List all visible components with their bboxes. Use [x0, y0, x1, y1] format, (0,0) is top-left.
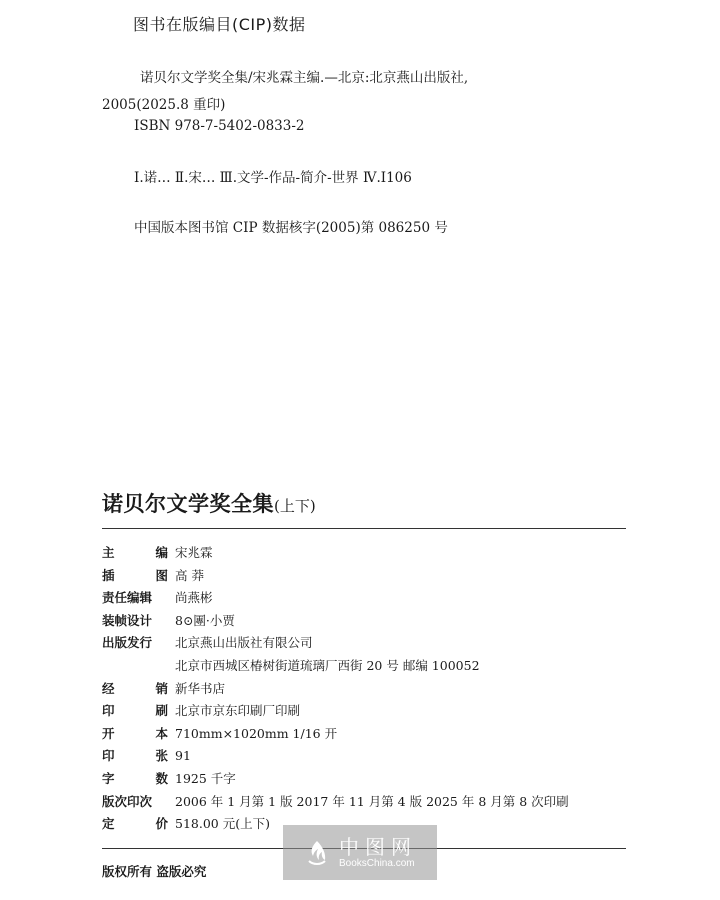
info-label: 印 刷: [102, 703, 168, 719]
info-row: [102, 790, 569, 812]
cip-record-number: 中国版本图书馆 CIP 数据核字(2005)第 086250 号: [134, 220, 448, 236]
info-label: 主 编: [102, 545, 168, 560]
info-row: [102, 767, 236, 789]
info-row: [102, 631, 313, 653]
info-label: 字 数: [102, 771, 168, 786]
cip-classification: Ⅰ.诺… Ⅱ.宋… Ⅲ.文学-作品-简介-世界 Ⅳ.I106: [134, 170, 412, 186]
info-row: [102, 609, 235, 631]
info-row: [102, 812, 270, 834]
info-label: 开 本: [102, 725, 168, 741]
info-row: [102, 564, 204, 586]
info-label: 插 图: [102, 567, 168, 583]
info-value: 宋兆霖: [175, 545, 213, 560]
info-row: [102, 654, 480, 676]
info-value: 高 莽: [175, 567, 204, 583]
info-row: [102, 586, 213, 608]
info-value: 新华书店: [175, 680, 226, 696]
info-label: 装帧设计: [102, 612, 153, 628]
info-value: 1925 千字: [175, 771, 236, 786]
info-label: 定 价: [102, 816, 168, 832]
info-label: 印 张: [102, 748, 168, 764]
flame-swirl-logo-icon: [303, 839, 331, 867]
info-value: 91: [175, 747, 191, 763]
info-value: 8⊙團·小贾: [175, 612, 235, 628]
cip-line-2: 2005(2025.8 重印): [102, 97, 226, 113]
book-title: [102, 488, 316, 518]
cip-isbn: ISBN 978-7-5402-0833-2: [134, 118, 305, 134]
info-label: 责任编辑: [102, 590, 153, 606]
watermark-text-cn: 中图网: [339, 834, 417, 859]
info-label: 经 销: [102, 680, 168, 696]
book-title-volume: (上下): [274, 497, 316, 515]
book-title-main: 诺贝尔文学奖全集: [102, 491, 274, 516]
copyright-notice: 版权所有 盗版必究: [102, 864, 207, 879]
info-value: 2006 年 1 月第 1 版 2017 年 11 月第 4 版 2025 年 8 月第 8 次印刷: [175, 793, 569, 809]
info-value: 北京市西城区椿树街道琉璃厂西街 20 号 邮编 100052: [175, 658, 480, 673]
info-label: 版次印次: [102, 793, 153, 809]
divider-top: [102, 528, 626, 529]
info-value: 518.00 元(上下): [175, 816, 270, 832]
info-row: [102, 677, 225, 699]
info-value: 710mm×1020mm 1/16 开: [175, 725, 338, 741]
cip-line-1: 诺贝尔文学奖全集/宋兆霖主编.—北京:北京燕山出版社,: [140, 70, 469, 86]
info-label: 出版发行: [102, 635, 153, 651]
cip-title: 图书在版编目(CIP)数据: [133, 15, 306, 34]
watermark-text-en: BooksChina.com: [339, 857, 415, 869]
booksChina-watermark: [283, 825, 437, 880]
info-row: [102, 699, 300, 721]
info-value: 北京市京东印刷厂印刷: [175, 703, 301, 719]
info-row: [102, 744, 191, 766]
info-value: 尚燕彬: [175, 590, 213, 606]
info-value: 北京燕山出版社有限公司: [175, 635, 313, 651]
info-row: [102, 722, 337, 744]
info-row: [102, 541, 213, 563]
